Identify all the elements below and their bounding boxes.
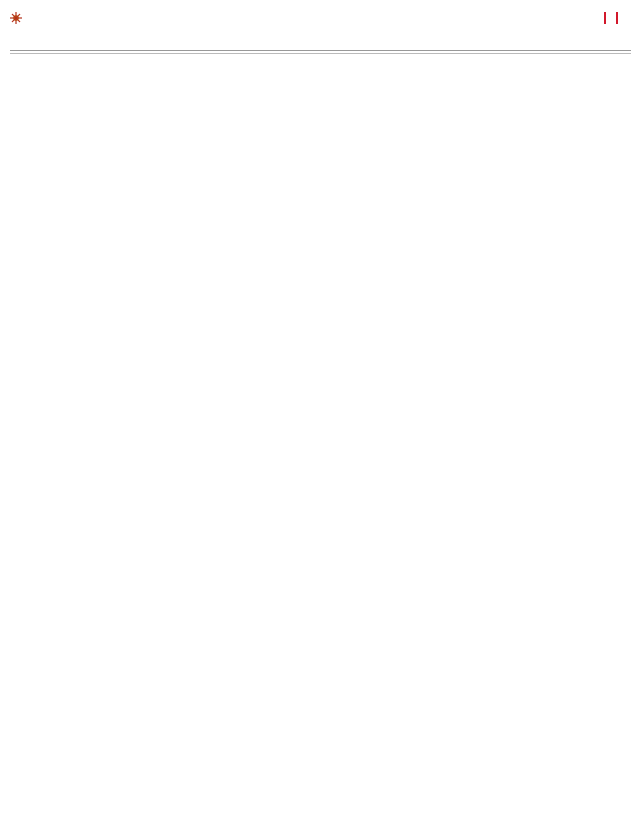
page-header (10, 10, 631, 44)
header-rule (10, 53, 631, 54)
divider-bar (616, 12, 618, 24)
article-column-3-top-placeholder (212, 185, 402, 235)
sun-logo-icon (10, 12, 22, 26)
article-column-1 (14, 238, 204, 240)
dateline (604, 12, 631, 24)
header-rule (10, 50, 631, 51)
divider-bar (604, 12, 606, 24)
